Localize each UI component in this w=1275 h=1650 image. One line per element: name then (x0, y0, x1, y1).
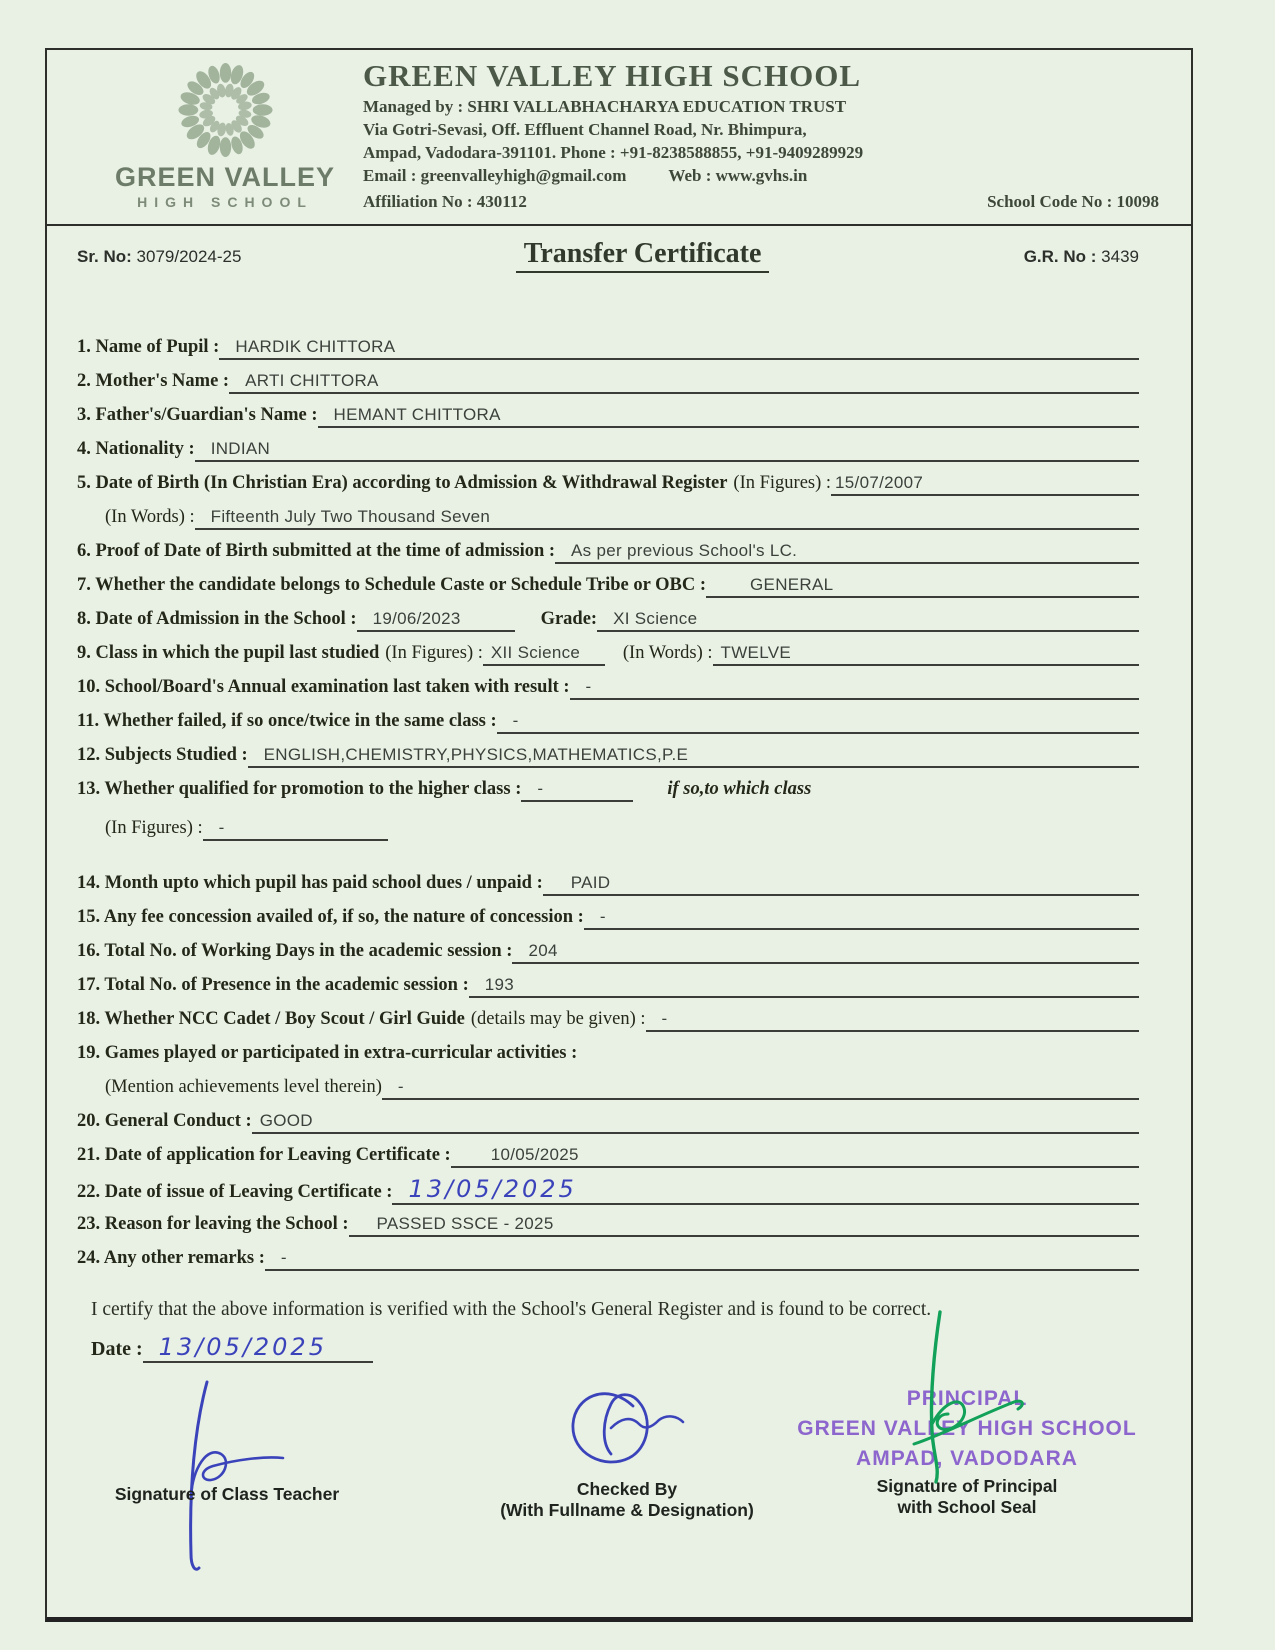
field-achievements: (Mention achievements level therein) - (77, 1077, 1139, 1102)
email: Email : greenvalleyhigh@gmail.com (363, 166, 627, 185)
affiliation-no: Affiliation No : 430112 (363, 192, 527, 211)
field-note: if so,to which class (667, 779, 812, 799)
field-value-line: GENERAL (706, 575, 1139, 598)
principal-stamp: PRINCIPAL GREEN VALLEY HIGH SCHOOL AMPAD, VADODARA (797, 1387, 1137, 1470)
field-value-line: HEMANT CHITTORA (318, 405, 1140, 428)
field-qualified-promotion: 13. Whether qualified for promotion to the higher class : - if so,to which class (77, 779, 1139, 804)
field-value-line: ENGLISH,CHEMISTRY,PHYSICS,MATHEMATICS,P.E (248, 745, 1139, 768)
field-value-line: - (382, 1077, 1139, 1100)
field-school-dues: 14. Month upto which pupil has paid school dues / unpaid : PAID (77, 873, 1139, 898)
school-logo (95, 58, 355, 210)
address-line-2: Ampad, Vadodara-391101. Phone : +91-8238588855, +91-9409289929 (363, 143, 864, 162)
contact-line (363, 166, 1177, 186)
field-nationality: 4. Nationality : INDIAN (77, 439, 1139, 464)
field-value-line: 193 (469, 975, 1139, 998)
field-dob-in-words: (In Words) : Fifteenth July Two Thousand Seven (77, 507, 1139, 532)
logo-school-sub: HIGH SCHOOL (137, 194, 313, 210)
page-title: Transfer Certificate (516, 238, 770, 273)
field-value-line: 204 (512, 941, 1139, 964)
handwritten-issue-date: 13/05/2025 (408, 1175, 577, 1203)
field-value-line: - (646, 1009, 1140, 1032)
field-value-line: GOOD (252, 1111, 1139, 1134)
website: Web : www.gvhs.in (668, 166, 808, 185)
class-teacher-label: Signature of Class Teacher (114, 1484, 340, 1504)
field-value-line: - (521, 779, 633, 802)
checked-by-signature (547, 1376, 717, 1476)
certification-statement: I certify that the above information is verified with the School's General Register and is found to be correct. (91, 1299, 932, 1320)
field-value-line: Fifteenth July Two Thousand Seven (195, 507, 1139, 530)
school-info (363, 58, 1177, 212)
field-working-days: 16. Total No. of Working Days in the academic session : 204 (77, 941, 1139, 966)
field-value-line: HARDIK CHITTORA (219, 337, 1139, 360)
serial-number: Sr. No: 3079/2024-25 (77, 247, 242, 266)
checked-by-label: Checked By (With Fullname & Designation) (500, 1479, 754, 1520)
field-other-remarks: 24. Any other remarks : - (77, 1248, 1139, 1273)
field-fee-concession: 15. Any fee concession availed of, if so, the nature of concession : - (77, 907, 1139, 932)
date-value-line (143, 1333, 373, 1363)
field-value-line: - (203, 818, 388, 841)
field-reason-for-leaving: 23. Reason for leaving the School : PASSED SSCE - 2025 (77, 1214, 1139, 1239)
field-value-line: 19/06/2023 (357, 609, 515, 632)
field-mothers-name: 2. Mother's Name : ARTI CHITTORA (77, 371, 1139, 396)
title-bar (77, 238, 1139, 273)
handwritten-date: 13/05/2025 (158, 1333, 327, 1361)
principal-label: Signature of Principal with School Seal (876, 1476, 1058, 1517)
field-subjects-studied: 12. Subjects Studied : ENGLISH,CHEMISTRY,PHYSICS,MATHEMATICS,P.E (77, 745, 1139, 770)
field-date-of-birth: 5. Date of Birth (In Christian Era) according to Admission & Withdrawal Register (In Figures) : 15/07/2007 (77, 473, 1139, 498)
field-caste-category: 7. Whether the candidate belongs to Schedule Caste or Schedule Tribe or OBC : GENERAL (77, 575, 1139, 600)
field-value-line: XI Science (597, 609, 1139, 632)
field-value-line: - (497, 711, 1139, 734)
field-value-line: As per previous School's LC. (555, 541, 1139, 564)
field-value-line: 15/07/2007 (831, 473, 1139, 496)
field-name-of-pupil: 1. Name of Pupil : HARDIK CHITTORA (77, 337, 1139, 362)
field-value-line: ARTI CHITTORA (229, 371, 1139, 394)
logo-school-name: GREEN VALLEY (114, 162, 336, 192)
field-value-line: XII Science (483, 643, 605, 666)
letterhead (45, 48, 1193, 224)
field-promotion-in-figures: (In Figures) : - (77, 818, 1139, 843)
school-name: GREEN VALLEY HIGH SCHOOL (363, 58, 862, 93)
field-whether-failed: 11. Whether failed, if so once/twice in the same class : - (77, 711, 1139, 736)
address-line-1: Via Gotri-Sevasi, Off. Effluent Channel Road, Nr. Bhimpura, (363, 120, 807, 139)
field-value-line: - (265, 1248, 1139, 1271)
field-value-line: - (570, 677, 1139, 700)
flower-logo-icon (163, 58, 288, 162)
certificate-sheet (45, 48, 1193, 1622)
class-teacher-signature (155, 1376, 315, 1576)
fields-list (77, 337, 1139, 1273)
managed-by: Managed by : SHRI VALLABHACHARYA EDUCATION TRUST (363, 97, 847, 116)
affiliation-row (363, 192, 1177, 212)
field-value-line: - (584, 907, 1139, 930)
field-date-of-admission: 8. Date of Admission in the School : 19/06/2023 Grade: XI Science (77, 609, 1139, 634)
field-value-line: INDIAN (195, 439, 1139, 462)
field-games-activities: 19. Games played or participated in extra-curricular activities : (77, 1043, 578, 1063)
field-general-conduct: 20. General Conduct : GOOD (77, 1111, 1139, 1136)
school-code-no: School Code No : 10098 (987, 192, 1159, 211)
field-last-examination: 10. School/Board's Annual examination last taken with result : - (77, 677, 1139, 702)
field-value-line: 10/05/2025 (451, 1145, 1139, 1168)
field-value-line: PASSED SSCE - 2025 (349, 1214, 1139, 1237)
gr-number: G.R. No : 3439 (1023, 247, 1139, 266)
field-dob-proof: 6. Proof of Date of Birth submitted at the time of admission : As per previous School's LC. (77, 541, 1139, 566)
field-ncc-scout: 18. Whether NCC Cadet / Boy Scout / Girl Guide (details may be given) : - (77, 1009, 1139, 1034)
field-value-line: TWELVE (713, 643, 1139, 666)
field-fathers-name: 3. Father's/Guardian's Name : HEMANT CHITTORA (77, 405, 1139, 430)
certificate-body (45, 224, 1193, 1622)
field-lc-issue-date: 22. Date of issue of Leaving Certificate : 13/05/2025 (77, 1179, 1139, 1205)
field-value-line: PAID (543, 873, 1139, 896)
field-presence-days: 17. Total No. of Presence in the academic session : 193 (77, 975, 1139, 1000)
field-value-line (392, 1175, 1139, 1205)
field-lc-application-date: 21. Date of application for Leaving Certificate : 10/05/2025 (77, 1145, 1139, 1170)
field-class-last-studied: 9. Class in which the pupil last studied (In Figures) : XII Science (In Words) : TWELVE (77, 643, 1139, 668)
date-row: Date : 13/05/2025 (77, 1337, 1139, 1363)
principal-signature (892, 1306, 1032, 1491)
